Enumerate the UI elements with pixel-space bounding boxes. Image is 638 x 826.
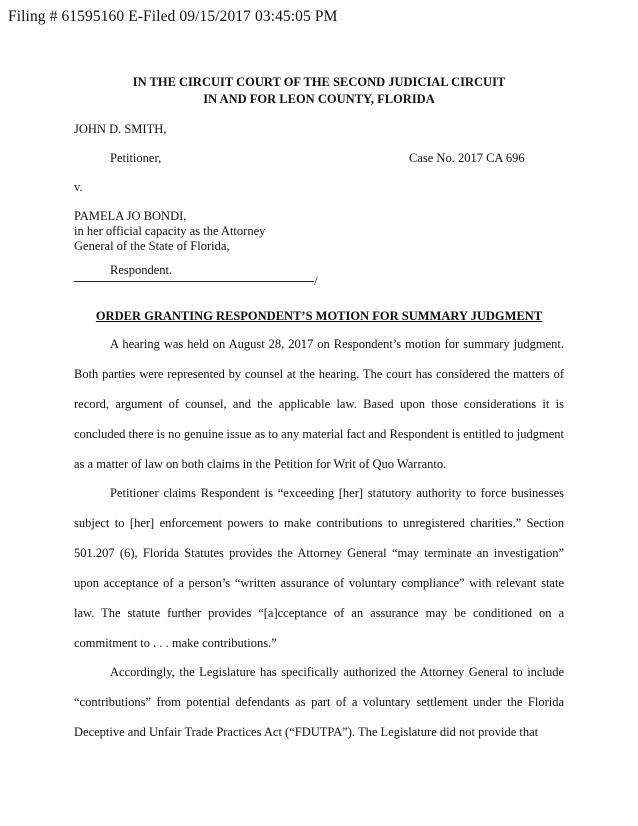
respondent-description-1: in her official capacity as the Attorney [74, 224, 266, 238]
order-title: ORDER GRANTING RESPONDENT’S MOTION FOR SUMMARY JUDGMENT [95, 309, 543, 323]
respondent-description-2: General of the State of Florida, [74, 239, 230, 253]
petitioner-role: Petitioner, [110, 151, 162, 165]
paragraph-2: Petitioner claims Respondent is “exceeding [her] statutory authority to force businesses subject to [her] enforcement powers to make contributions to unregistered charities.” Section 501.207 (6), Florida Statutes provides the Attorney General “may terminate an investigation” upon acceptance of a person’s “written assurance of voluntary compliance” with relevant state law. The statute further provides “[a]cceptance of an assurance may be conditioned on a commitment to . . . make contributions.” [74, 486, 564, 650]
court-heading-line-1: IN THE CIRCUIT COURT OF THE SECOND JUDICIAL CIRCUIT [132, 75, 506, 89]
caption-divider-line [74, 281, 314, 282]
respondent-role: Respondent. [110, 263, 173, 277]
versus: v. [74, 180, 83, 194]
court-heading-line-2: IN AND FOR LEON COUNTY, FLORIDA [203, 92, 435, 106]
filing-header: Filing # 61595160 E-Filed 09/15/2017 03:45:05 PM [8, 8, 338, 25]
paragraph-1: A hearing was held on August 28, 2017 on Respondent’s motion for summary judgment. Both parties were represented by counsel at the hearing. The court has considered the matters of record, argument of counsel, and the applicable law. Based upon those considerations it is concluded there is no genuine issue as to any material fact and Respondent is entitled to judgment as a matter of law on both claims in the Petition for Writ of Quo Warranto. [74, 337, 564, 471]
respondent-name: PAMELA JO BONDI, [74, 209, 187, 223]
court-heading [74, 74, 564, 108]
caption-divider-slash: / [314, 273, 318, 288]
paragraph-3: Accordingly, the Legislature has specifically authorized the Attorney General to include “contributions” from potential defendants as part of a voluntary settlement under the Florida Deceptive and Unfair Trade Practices Act (“FDUTPA”). The Legislature did not provide that [74, 665, 564, 739]
petitioner-name: JOHN D. SMITH, [74, 122, 167, 136]
case-number: Case No. 2017 CA 696 [409, 151, 525, 165]
